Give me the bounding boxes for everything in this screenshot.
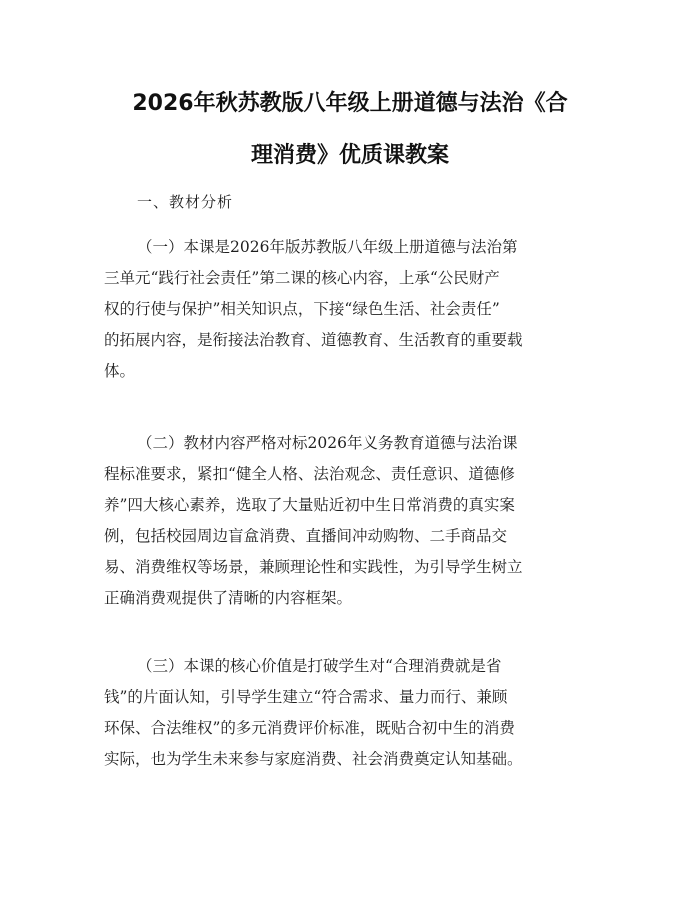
paragraph-line: 例，包括校园周边盲盒消费、直播间冲动购物、二手商品交 xyxy=(104,527,508,545)
document-title-line-1: 2026年秋苏教版八年级上册道德与法治《合 xyxy=(132,91,568,116)
paragraph-line: （二）教材内容严格对标2026年义务教育道德与法治课 xyxy=(137,434,518,452)
document-title-line-2: 理消费》优质课教案 xyxy=(250,143,449,168)
paragraph-line: 体。 xyxy=(104,362,136,380)
paragraph-line: 的拓展内容，是衔接法治教育、道德教育、生活教育的重要载 xyxy=(104,331,523,349)
paragraph-1 xyxy=(104,232,599,387)
paragraph-line: （一）本课是2026年版苏教版八年级上册道德与法治第 xyxy=(137,238,518,256)
paragraph-line: （三）本课的核心价值是打破学生对“合理消费就是省 xyxy=(137,657,502,675)
section-heading: 一、教材分析 xyxy=(137,193,234,211)
paragraph-3 xyxy=(104,651,599,775)
paragraph-line: 程标准要求，紧扣“健全人格、法治观念、责任意识、道德修 xyxy=(104,465,515,483)
paragraph-line: 三单元“践行社会责任”第二课的核心内容，上承“公民财产 xyxy=(104,269,500,287)
paragraph-line: 正确消费观提供了清晰的内容框架。 xyxy=(104,589,353,607)
paragraph-line: 环保、合法维权”的多元消费评价标准，既贴合初中生的消费 xyxy=(104,719,515,737)
paragraph-line: 实际，也为学生未来参与家庭消费、社会消费奠定认知基础。 xyxy=(104,750,523,768)
paragraph-line: 易、消费维权等场景，兼顾理论性和实践性，为引导学生树立 xyxy=(104,558,523,576)
paragraph-line: 钱”的片面认知，引导学生建立“符合需求、量力而行、兼顾 xyxy=(104,688,508,706)
paragraph-2 xyxy=(104,428,599,614)
paragraph-line: 养”四大核心素养，选取了大量贴近初中生日常消费的真实案 xyxy=(104,496,515,514)
paragraph-line: 权的行使与保护”相关知识点，下接“绿色生活、社会责任” xyxy=(104,300,500,318)
